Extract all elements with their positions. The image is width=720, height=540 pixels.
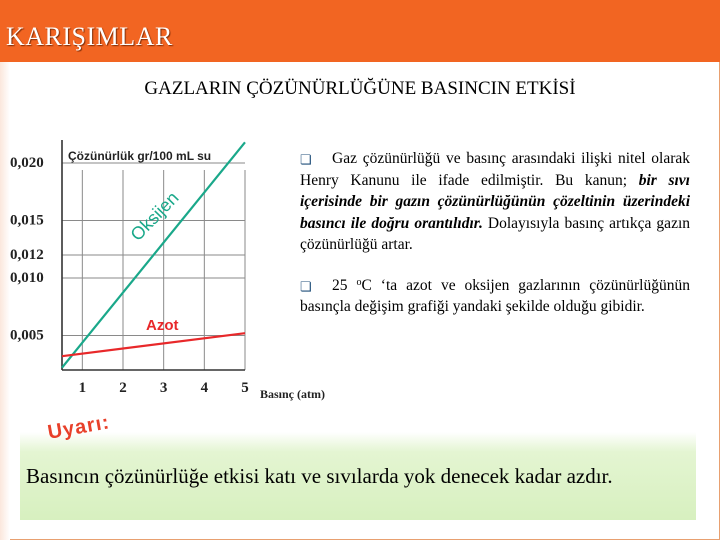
warning-label: Uyarı: bbox=[46, 411, 112, 444]
description-p1-outro: Dolayısıyla basınç artıkça gazın çözünürlüğü artar. bbox=[300, 214, 690, 253]
x-tick-label: 4 bbox=[200, 380, 209, 396]
slide-title: KARIŞIMLAR bbox=[6, 22, 173, 51]
x-tick-label: 2 bbox=[119, 380, 127, 396]
x-tick-label: 5 bbox=[241, 380, 249, 396]
bullet-icon: ❏ bbox=[300, 278, 312, 294]
description-p2-temp: 25 bbox=[332, 276, 357, 294]
y-tick-label: 0,020 bbox=[10, 155, 44, 171]
bullet-icon: ❏ bbox=[300, 152, 312, 167]
y-tick-label: 0,015 bbox=[10, 212, 44, 229]
label-layer bbox=[10, 149, 325, 401]
x-axis-title: Basınç (atm) bbox=[260, 387, 325, 401]
warning-text: Basıncın çözünürlüğe etkisi katı ve sıvılarda yok denecek kadar azdır. bbox=[26, 464, 613, 488]
title-bar bbox=[0, 0, 720, 62]
series-label-oksijen: Oksijen bbox=[126, 187, 183, 245]
degree-sup: o bbox=[356, 276, 362, 288]
y-tick-label: 0,010 bbox=[10, 270, 44, 286]
description-paragraph-2 bbox=[300, 272, 690, 318]
y-axis-title: Çözünürlük gr/100 mL su bbox=[68, 149, 212, 163]
description-paragraph-1 bbox=[300, 148, 690, 256]
grid-layer bbox=[62, 163, 245, 370]
y-tick-label: 0,012 bbox=[10, 247, 44, 263]
series-line-azot bbox=[62, 333, 245, 356]
description-p1-intro: Gaz çözünürlüğü ve basınç arasındaki ilişki nitel olarak Henry Kanunu ile ifade edilmiştir. Bu kanun; bbox=[300, 150, 690, 189]
description-p2-body: C ‘ta azot ve oksijen gazlarının çözünürlüğünün basınçla değişim grafiği yandaki şekilde olduğu gibidir. bbox=[300, 276, 690, 315]
solubility-chart bbox=[0, 130, 325, 410]
y-tick-label: 0,005 bbox=[10, 327, 44, 344]
description-p1-law: bir sıvı içerisinde bir gazın çözünürlüğünün çözeltinin üzerindeki basıncı ile doğru orantılıdır. bbox=[300, 171, 690, 232]
x-tick-label: 3 bbox=[159, 380, 168, 396]
x-tick-label: 1 bbox=[78, 380, 87, 396]
description-box bbox=[300, 148, 690, 318]
chart-subtitle: GAZLARIN ÇÖZÜNÜRLÜĞÜNE BASINCIN ETKİSİ bbox=[144, 78, 576, 99]
series-label-azot: Azot bbox=[146, 317, 179, 334]
